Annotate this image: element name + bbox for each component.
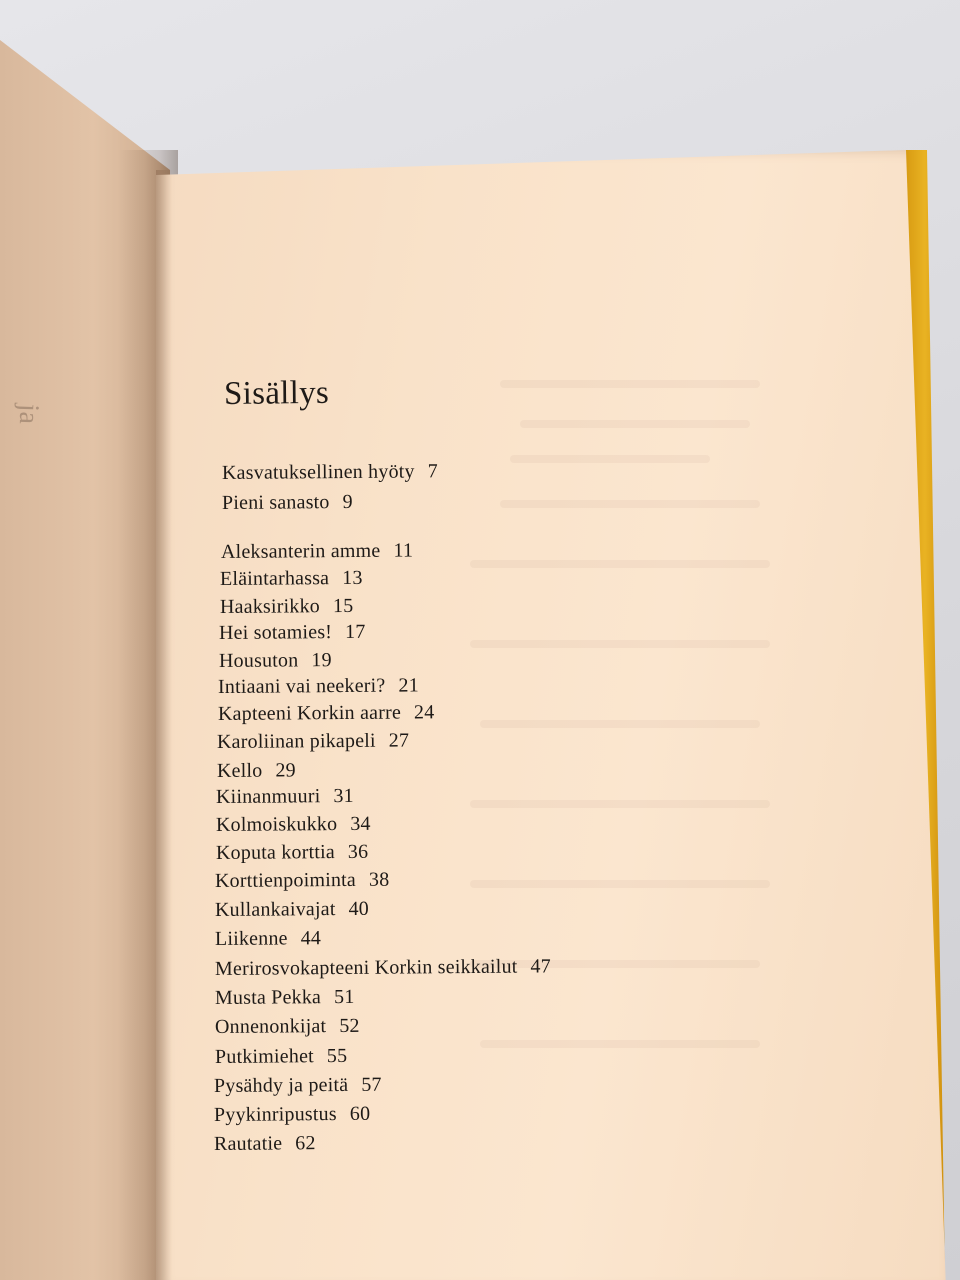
toc-entry-title: Housuton [218,649,299,672]
toc-entry-page-number: 57 [361,1073,382,1096]
toc-entry [215,955,551,981]
toc-entry-title: Liikenne [214,927,288,950]
toc-entry-title: Onnenonkijat [214,1015,327,1038]
toc-entry-title: Merirosvokapteeni Korkin seikkailut [214,955,518,980]
toc-entry-title: Kiinanmuuri [215,785,321,808]
toc-entry-page-number: 31 [333,784,354,808]
toc-entry [221,539,413,564]
toc-entry [222,460,438,485]
toc-entry-page-number: 51 [333,985,355,1009]
toc-entry-title: Koputa korttia [215,841,335,864]
toc-entry-title: Haaksirikko [219,595,321,618]
toc-entry-page-number: 19 [311,649,332,672]
toc-entry [219,621,366,645]
toc-entry-title: Kullankaivajat [214,898,336,921]
toc-entry [220,567,363,591]
toc-entry [217,759,296,783]
toc-entry-page-number: 9 [342,490,353,514]
toc-entry [214,1132,316,1156]
toc-entry-title: Aleksanterin amme [220,539,381,563]
toc-entry [220,595,354,619]
toc-entry-title: Kello [216,759,263,782]
toc-entry [214,1074,382,1098]
toc-entry-page-number: 40 [348,897,370,920]
toc-entry [219,649,332,673]
toc-entry-title: Pyykinripustus [213,1103,337,1126]
toc-entry-title: Putkimiehet [214,1045,314,1068]
toc-entry [215,1015,360,1039]
toc-entry-page-number: 34 [350,812,371,835]
toc-entry-page-number: 17 [345,620,366,644]
toc-entry-page-number: 13 [342,566,363,590]
toc-entry-title: Pysähdy ja peitä [213,1073,349,1097]
toc-entry-title: Musta Pekka [214,986,322,1009]
toc-entry-title: Kasvatuksellinen hyöty [221,460,415,484]
toc-title: Sisällys [223,374,330,412]
toc-entry-title: Pieni sanasto [221,491,330,514]
toc-entry-page-number: 7 [427,460,438,483]
toc-entry [215,927,321,951]
toc-entry-title: Karoliinan pikapeli [216,729,376,753]
toc-entry-title: Eläintarhassa [219,567,330,590]
toc-entry-page-number: 44 [300,927,322,950]
toc-entry-title: Intiaani vai neekeri? [217,674,386,698]
toc-entry-title: Kapteeni Korkin aarre [217,701,402,725]
toc-entry-title: Hei sotamies! [218,621,333,644]
toc-entry-title: Korttienpoiminta [214,868,357,892]
toc-entry-page-number: 38 [368,868,390,891]
toc-entry-page-number: 27 [388,729,410,752]
toc-entry-title: Rautatie [213,1132,283,1155]
left-page-bleed-text: ja [12,403,45,425]
toc-entry [215,986,355,1010]
toc-entry-page-number: 11 [393,539,414,562]
toc-entry-page-number: 52 [339,1014,360,1038]
toc-entry [216,841,368,865]
toc-entry-page-number: 55 [326,1044,348,1068]
toc-entry [215,898,369,922]
toc-entry-title: Kolmoiskukko [215,813,338,836]
toc-entry [218,674,419,699]
toc-entry [214,1103,370,1127]
toc-entry-page-number: 29 [275,759,296,782]
toc-entry-page-number: 36 [347,840,369,863]
toc-entry [216,785,354,809]
toc-entry-page-number: 24 [413,701,435,724]
toc-entry-page-number: 60 [349,1102,371,1125]
toc-entry [217,729,409,754]
toc-entry [215,1045,347,1069]
toc-entry-page-number: 21 [398,674,419,697]
toc-entry-page-number: 47 [530,955,551,978]
toc-entry [218,701,435,726]
toc-entry-page-number: 15 [332,594,354,618]
toc-entry [222,491,353,515]
toc-entry-page-number: 62 [295,1132,316,1155]
toc-entry [215,869,390,893]
toc-entry [216,813,371,837]
